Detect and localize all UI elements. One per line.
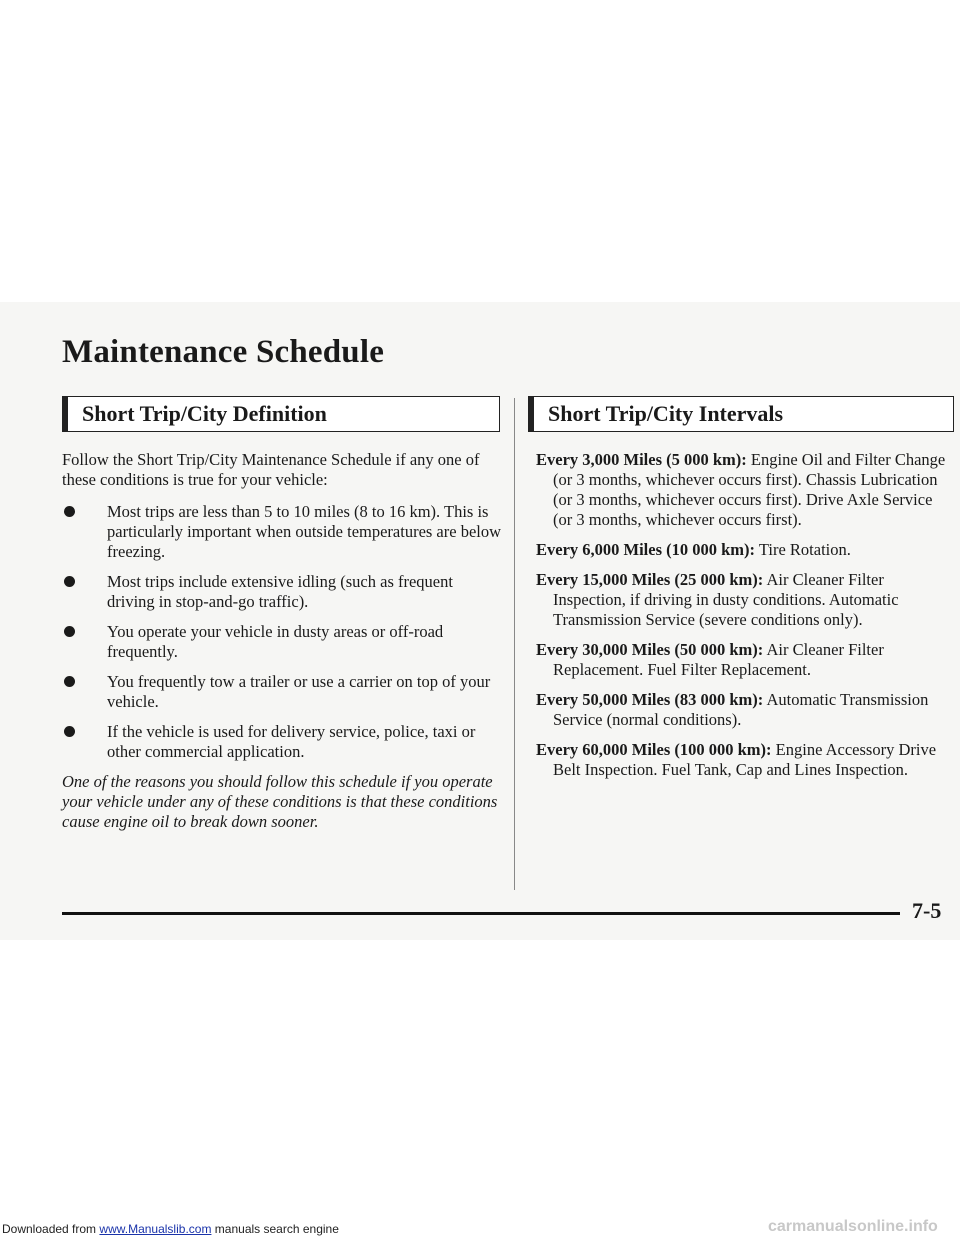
- interval-label: Every 60,000 Miles (100 000 km):: [536, 740, 772, 759]
- interval-item: [536, 640, 946, 680]
- bullet-icon: [64, 626, 75, 637]
- interval-item: [536, 450, 946, 530]
- conditions-list: [62, 502, 504, 762]
- bullet-icon: [64, 726, 75, 737]
- section-heading-definition: [62, 396, 500, 432]
- heading-bar: [529, 397, 534, 431]
- bullet-icon: [64, 506, 75, 517]
- heading-bar: [63, 397, 68, 431]
- interval-label: Every 6,000 Miles (10 000 km):: [536, 540, 756, 559]
- bullet-icon: [64, 676, 75, 687]
- interval-item: [536, 540, 946, 560]
- list-item: If the vehicle is used for delivery service, police, taxi or other commercial application.: [62, 722, 504, 762]
- page-title: Maintenance Schedule: [62, 334, 385, 370]
- list-item: You frequently tow a trailer or use a carrier on top of your vehicle.: [62, 672, 504, 712]
- list-item: Most trips are less than 5 to 10 miles (8 to 16 km). This is particularly important when outside temperatures are below freezing.: [62, 502, 504, 562]
- italic-note: One of the reasons you should follow this schedule if you operate your vehicle under any of these conditions is that these conditions cause engine oil to break down sooner.: [62, 772, 498, 831]
- list-item: Most trips include extensive idling (such as frequent driving in stop-and-go traffic).: [62, 572, 504, 612]
- intro-text: Follow the Short Trip/City Maintenance Schedule if any one of these conditions is true for your vehicle:: [62, 450, 480, 489]
- section-heading-text: Short Trip/City Definition: [82, 401, 327, 426]
- interval-item: [536, 570, 946, 630]
- section-heading-intervals: [528, 396, 954, 432]
- left-column: [62, 450, 504, 832]
- watermark: carmanualsonline.info: [768, 1218, 938, 1235]
- footer-rule: [62, 912, 900, 915]
- column-divider: [514, 398, 515, 890]
- interval-item: [536, 740, 946, 780]
- interval-text: Engine Oil and Filter Change (or 3 months, whichever occurs first). Chassis Lubrication (or 3 months, whichever occurs first). Drive Axle Service (or 3 months, whichever occurs first).: [553, 450, 946, 529]
- bullet-icon: [64, 576, 75, 587]
- section-heading-text: Short Trip/City Intervals: [548, 401, 784, 426]
- interval-label: Every 50,000 Miles (83 000 km):: [536, 690, 764, 709]
- download-banner: [2, 1222, 339, 1236]
- interval-item: [536, 690, 946, 730]
- interval-text: Engine Accessory Drive Belt Inspection. Fuel Tank, Cap and Lines Inspection.: [553, 740, 937, 779]
- right-column: [536, 450, 946, 790]
- banner-prefix: Downloaded from: [2, 1222, 97, 1236]
- interval-text: Air Cleaner Filter Replacement. Fuel Filter Replacement.: [553, 640, 884, 679]
- interval-label: Every 15,000 Miles (25 000 km):: [536, 570, 764, 589]
- manualslib-link[interactable]: www.Manualslib.com: [99, 1222, 212, 1236]
- interval-text: Automatic Transmission Service (normal conditions).: [553, 690, 929, 729]
- interval-text: Tire Rotation.: [758, 540, 851, 559]
- interval-text: Air Cleaner Filter Inspection, if driving in dusty conditions. Automatic Transmission Service (severe conditions only).: [553, 570, 899, 629]
- interval-label: Every 30,000 Miles (50 000 km):: [536, 640, 764, 659]
- banner-suffix: manuals search engine: [214, 1222, 339, 1236]
- interval-label: Every 3,000 Miles (5 000 km):: [536, 450, 747, 469]
- list-item: You operate your vehicle in dusty areas or off-road frequently.: [62, 622, 504, 662]
- page-number: 7-5: [912, 898, 942, 923]
